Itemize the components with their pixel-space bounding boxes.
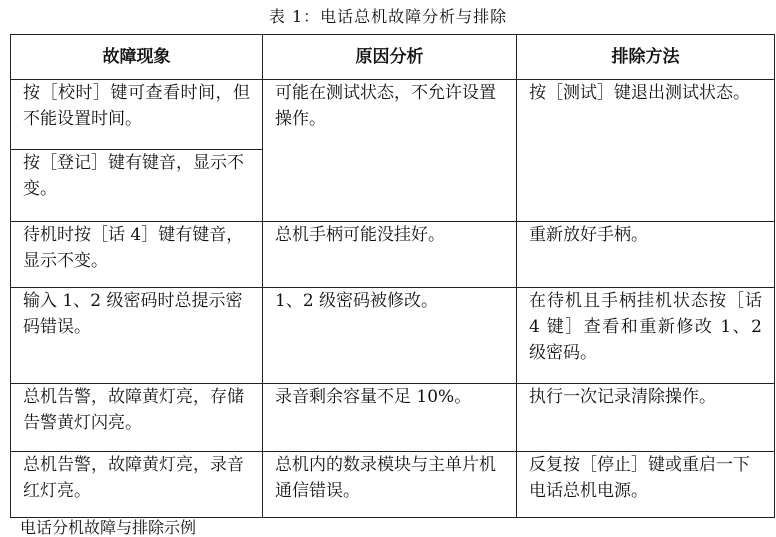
table-row — [11, 80, 775, 150]
table-header-row — [11, 35, 775, 80]
symptom-cell: 总机告警，故障黄灯亮，存储告警黄灯闪亮。 — [11, 384, 263, 452]
footer-partial-text: 电话分机故障与排除示例 — [20, 518, 197, 537]
cause-cell: 总机内的数录模块与主单片机通信错误。 — [263, 452, 517, 518]
symptom-cell: 按［校时］键可查看时间，但不能设置时间。 — [11, 80, 263, 150]
remedy-cell: 重新放好手柄。 — [517, 222, 775, 288]
remedy-cell: 执行一次记录清除操作。 — [517, 384, 775, 452]
table-row — [11, 452, 775, 518]
remedy-cell: 在待机且手柄挂机状态按［话 4 键］查看和重新修改 1、2 级密码。 — [517, 288, 775, 384]
table-caption: 表 1：电话总机故障分析与排除 — [268, 7, 508, 26]
symptom-cell: 输入 1、2 级密码时总提示密码错误。 — [11, 288, 263, 384]
table-row — [11, 288, 775, 384]
fault-analysis-table — [10, 34, 775, 518]
cause-cell: 录音剩余容量不足 10%。 — [263, 384, 517, 452]
cause-cell: 1、2 级密码被修改。 — [263, 288, 517, 384]
header-cause: 原因分析 — [263, 35, 517, 80]
symptom-cell: 待机时按［话 4］键有键音，显示不变。 — [11, 222, 263, 288]
header-remedy: 排除方法 — [517, 35, 775, 80]
table-row — [11, 384, 775, 452]
cause-cell: 可能在测试状态，不允许设置操作。 — [263, 80, 517, 222]
remedy-cell: 反复按［停止］键或重启一下电话总机电源。 — [517, 452, 775, 518]
table-row — [11, 222, 775, 288]
symptom-cell: 按［登记］键有键音，显示不变。 — [11, 150, 263, 222]
remedy-cell: 按［测试］键退出测试状态。 — [517, 80, 775, 222]
cause-cell: 总机手柄可能没挂好。 — [263, 222, 517, 288]
symptom-cell: 总机告警，故障黄灯亮，录音红灯亮。 — [11, 452, 263, 518]
header-symptom: 故障现象 — [11, 35, 263, 80]
